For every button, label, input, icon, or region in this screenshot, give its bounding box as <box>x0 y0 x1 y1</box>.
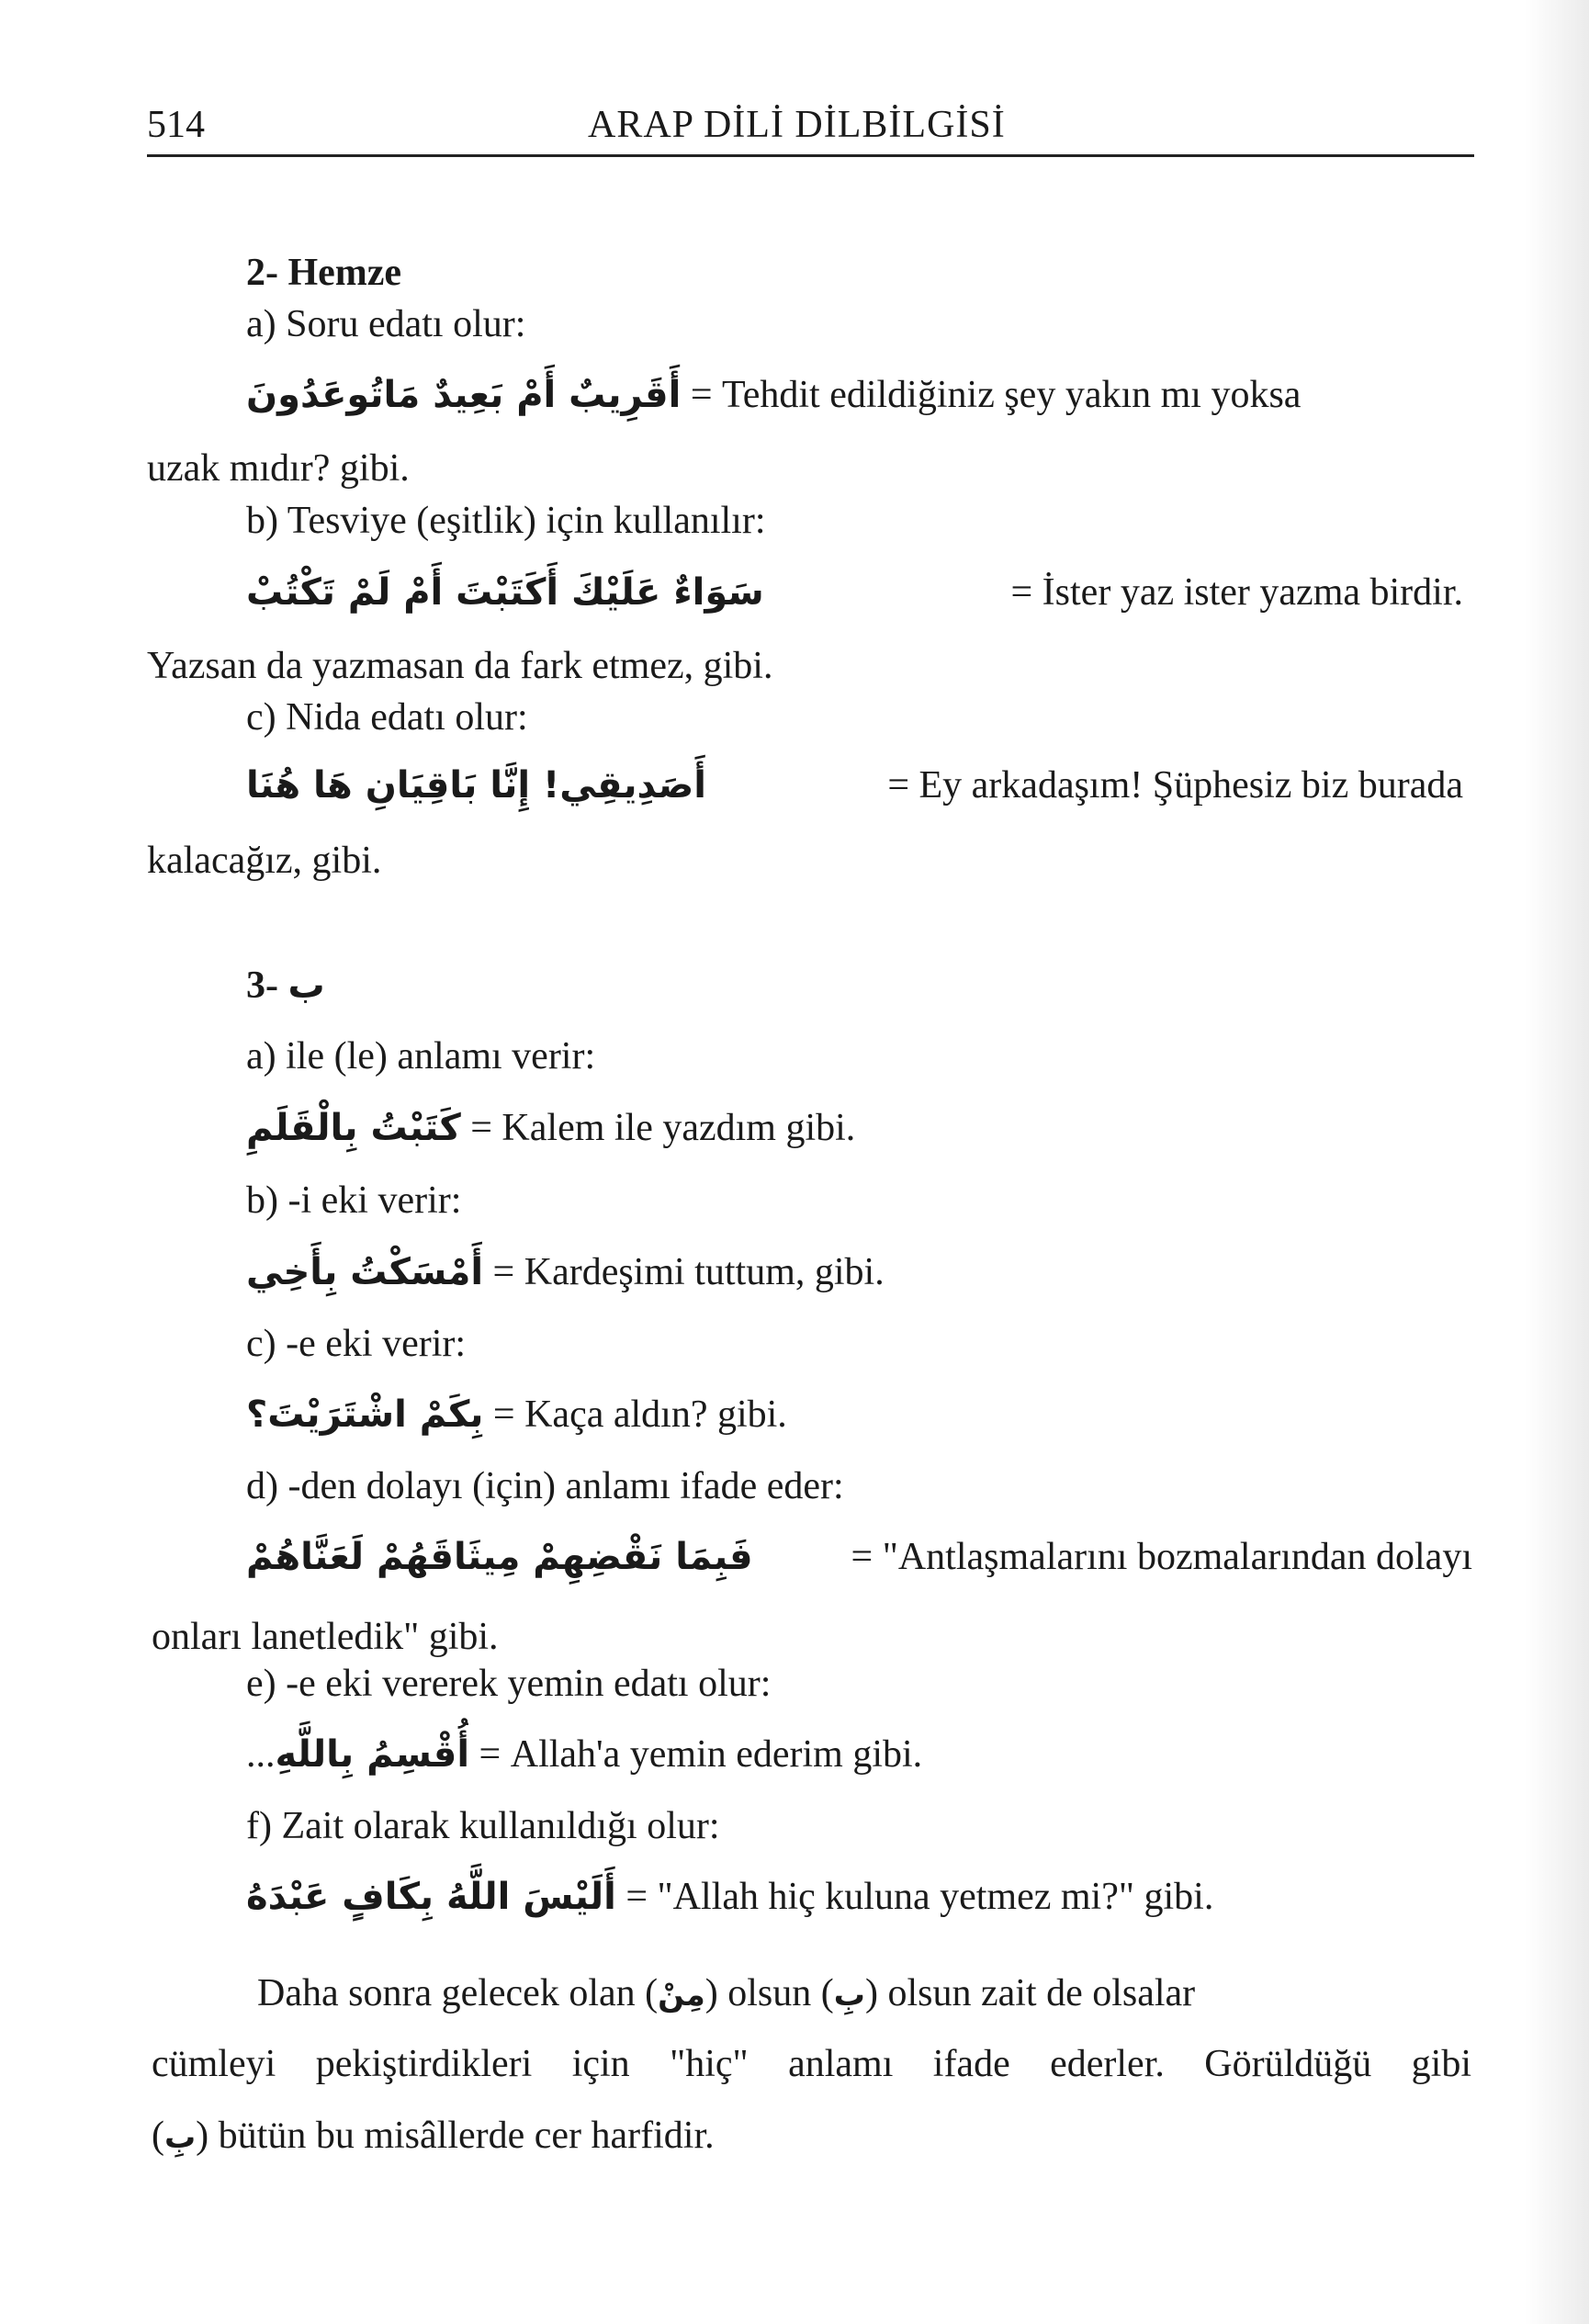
arabic-example: فَبِمَا نَقْضِهِمْ مِيثَاقَهُمْ لَعَنَّاهُمْ <box>246 1536 753 1578</box>
arabic-min: مِنْ <box>658 1977 705 2014</box>
arabic-ba: بِ <box>833 1977 865 2014</box>
ba-e-example <box>246 1732 922 1777</box>
hemze-c-continuation: kalacağız, gibi. <box>147 840 382 882</box>
arabic-example: أَصَدِيقِي! إِنَّا بَاقِيَانِ هَا هُنَا <box>246 764 706 807</box>
arabic-example: كَتَبْتُ بِالْقَلَمِ <box>246 1107 461 1149</box>
translation: = "Allah hiç kuluna yetmez mi?" gibi. <box>625 1876 1214 1918</box>
translation: = Tehdit edildiğiniz şey yakın mı yoksa <box>690 374 1302 416</box>
closing-line-1 <box>257 1970 1471 2016</box>
arabic-example: بِكَمْ اشْتَرَيْتَ؟ <box>246 1393 484 1436</box>
translation: = İster yaz ister yazma birdir. <box>1010 571 1463 614</box>
translation: = Kalem ile yazdım gibi. <box>470 1107 856 1149</box>
translation: = "Antlaşmalarını bozmalarından dolayı <box>851 1536 1472 1578</box>
translation: = Ey arkadaşım! Şüphesiz biz burada <box>887 764 1463 807</box>
text-part: ) bütün bu misâllerde cer harfidir. <box>196 2115 715 2157</box>
page-number: 514 <box>147 104 205 146</box>
arabic-example: أَلَيْسَ اللَّهُ بِكَافٍ عَبْدَهُ <box>246 1876 616 1918</box>
hemze-b-example <box>246 570 1463 615</box>
ba-d-continuation: onları lanetledik" gibi. <box>152 1616 499 1658</box>
hemze-c-label: c) Nida edatı olur: <box>246 696 528 739</box>
section-heading-hemze: 2- Hemze <box>246 252 402 294</box>
hemze-a-continuation: uzak mıdır? gibi. <box>147 447 410 490</box>
arabic-ba: بِ <box>164 2119 197 2156</box>
text-segment <box>257 1970 1195 2016</box>
page-header <box>147 103 1474 158</box>
text-part: Daha sonra gelecek olan ( <box>257 1972 659 2014</box>
translation: = Kardeşimi tuttum, gibi. <box>492 1251 885 1293</box>
ellipsis: ... <box>246 1733 276 1776</box>
closing-line-2: cümleyi pekiştirdikleri için "hiç" anlamı ifade ederler. Görüldüğü gibi <box>152 2043 1471 2085</box>
ba-b-example <box>246 1249 885 1295</box>
hemze-c-example <box>246 762 1463 808</box>
text-part: ) olsun ( <box>704 1972 834 2014</box>
translation: = Allah'a yemin ederim gibi. <box>479 1733 923 1776</box>
text-part: ) olsun zait de olsalar <box>864 1972 1196 2014</box>
hemze-a-label: a) Soru edatı olur: <box>246 303 526 345</box>
ba-a-label: a) ile (le) anlamı verir: <box>246 1035 596 1077</box>
ba-c-example <box>246 1392 787 1438</box>
ba-c-label: c) -e eki verir: <box>246 1323 467 1365</box>
arabic-example: أَقَرِيبٌ أَمْ بَعِيدٌ مَاتُوعَدُونَ <box>246 374 682 416</box>
arabic-example: أَمْسَكْتُ بِأَخِي <box>246 1251 484 1293</box>
arabic-letter: ب <box>287 965 325 1007</box>
ba-f-example <box>246 1874 1213 1920</box>
section-heading-ba <box>246 963 325 1009</box>
running-title: ARAP DİLİ DİLBİLGİSİ <box>588 104 1006 146</box>
arabic-example: سَوَاءٌ عَلَيْكَ أَكَتَبْتَ أَمْ لَمْ تَكْتُبْ <box>246 571 764 614</box>
hemze-b-continuation: Yazsan da yazmasan da fark etmez, gibi. <box>147 645 773 687</box>
ba-f-label: f) Zait olarak kullanıldığı olur: <box>246 1805 720 1847</box>
hemze-a-example <box>246 372 1301 418</box>
page-edge-shadow <box>1525 0 1589 2324</box>
ba-a-example <box>246 1105 855 1151</box>
ba-d-example <box>246 1534 1472 1580</box>
arabic-example: أُقْسِمُ بِاللَّهِ <box>275 1733 470 1776</box>
ba-b-label: b) -i eki verir: <box>246 1179 462 1222</box>
ba-e-label: e) -e eki vererek yemin edatı olur: <box>246 1663 772 1705</box>
ba-d-label: d) -den dolayı (için) anlamı ifade eder: <box>246 1465 844 1507</box>
section-number: 3- <box>246 965 278 1007</box>
text-part: ( <box>152 2115 164 2157</box>
translation: = Kaça aldın? gibi. <box>492 1393 787 1436</box>
hemze-b-label: b) Tesviye (eşitlik) için kullanılır: <box>246 500 766 542</box>
closing-line-3 <box>152 2113 715 2159</box>
header-rule <box>147 154 1474 157</box>
